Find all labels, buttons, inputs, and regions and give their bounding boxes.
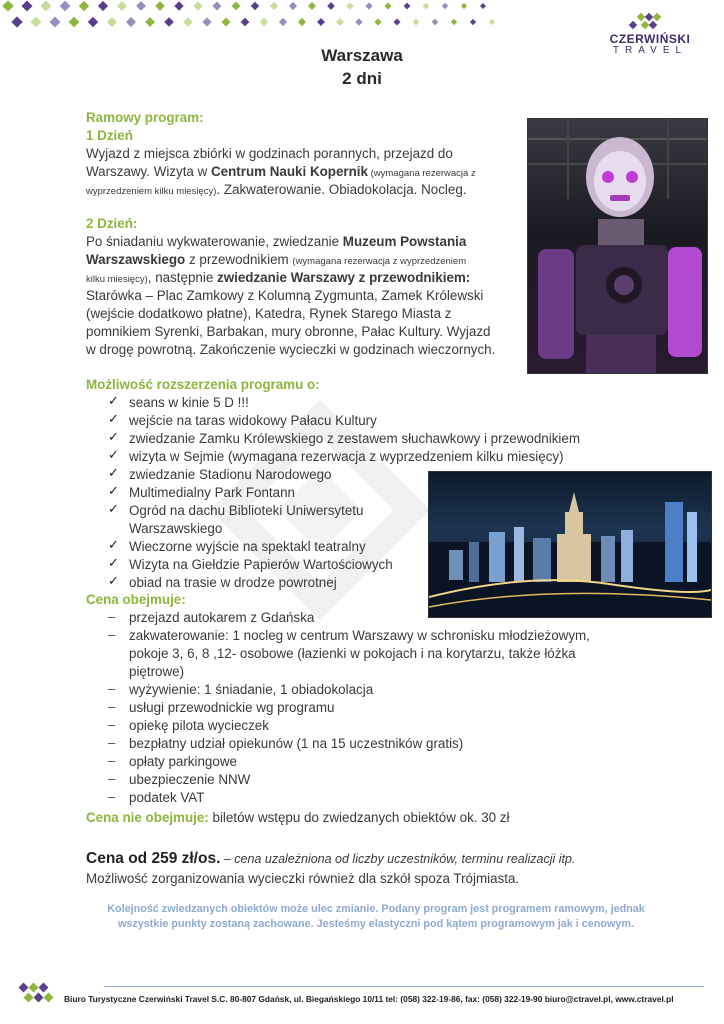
extension-item: Multimedialny Park Fontann (129, 485, 295, 500)
dash-bullet-icon: – (108, 717, 116, 732)
robot-illustration (528, 119, 707, 373)
excludes-heading: Cena nie obejmuje: (86, 810, 209, 825)
checkmark-icon: ✓ (108, 393, 119, 408)
pattern-diamond (21, 0, 32, 11)
dash-bullet-icon: – (108, 753, 116, 768)
day2-heading: 2 Dzień: (86, 216, 138, 231)
city-skyline-illustration (429, 472, 711, 617)
checkmark-icon: ✓ (108, 573, 119, 588)
day2-text-3 (86, 269, 470, 289)
extension-item: Warszawskiego (129, 521, 223, 536)
pattern-diamond (413, 19, 420, 26)
pattern-diamond (11, 16, 22, 27)
pattern-diamond (202, 17, 211, 26)
pattern-diamond (480, 3, 486, 9)
museum-name-1: Muzeum Powstania (342, 234, 467, 249)
pattern-diamond (213, 2, 222, 11)
pattern-diamond (126, 17, 136, 27)
pattern-diamond (145, 17, 155, 27)
robot-photo (527, 118, 708, 374)
dash-bullet-icon: – (108, 609, 116, 624)
pattern-diamond (308, 2, 316, 10)
footer-divider (104, 986, 704, 987)
day1-text-3a: wyprzedzeniem kilku miesięcy) (86, 186, 217, 197)
pattern-diamond (432, 19, 439, 26)
museum-name-2: Warszawskiego (86, 252, 186, 267)
logo-travel: TRAVEL (612, 45, 688, 56)
dash-bullet-icon: – (108, 735, 116, 750)
pattern-diamond (270, 2, 278, 10)
pattern-diamond (88, 17, 98, 27)
pattern-diamond (41, 1, 52, 12)
pattern-diamond (317, 18, 325, 26)
checkmark-icon: ✓ (108, 537, 119, 552)
checkmark-icon: ✓ (108, 483, 119, 498)
pattern-diamond (289, 2, 297, 10)
price-line (86, 849, 575, 869)
logo-name: CZERWIŃSKI (609, 32, 691, 46)
day2-text-3c: zwiedzanie Warszawy z przewodnikiem: (217, 270, 471, 285)
top-diamond-pattern (0, 0, 520, 40)
day1-text-2 (86, 163, 476, 183)
extension-item: Wieczorne wyjście na spektakl teatralny (129, 539, 366, 554)
disclaimer-2: wszystkie punkty zostaną zachowane. Jesteśmy elastyczni pod kątem programowym jak i cenowym. (117, 918, 635, 930)
day1-text-2c: (wymagana rezerwacja z (367, 168, 476, 179)
day2-text-4: Starówka – Plac Zamkowy z Kolumną Zygmunta, Zamek Królewski (86, 288, 484, 303)
pattern-diamond (404, 3, 411, 10)
page-title: Warszawa (321, 46, 403, 65)
footer-diamonds-icon (14, 982, 58, 1006)
pattern-diamond (461, 3, 467, 9)
pattern-diamond (442, 3, 448, 9)
extension-item: zwiedzanie Stadionu Narodowego (129, 467, 332, 482)
includes-item: piętrowe) (129, 664, 185, 679)
pattern-diamond (183, 17, 192, 26)
excludes-text: biletów wstępu do zwiedzanych obiektów ok. 30 zł (208, 810, 510, 825)
day1-text-3 (86, 181, 467, 201)
checkmark-icon: ✓ (108, 501, 119, 516)
pattern-diamond (69, 17, 80, 28)
pattern-diamond (260, 18, 269, 27)
dash-bullet-icon: – (108, 699, 116, 714)
pattern-diamond (232, 2, 241, 11)
pattern-diamond (336, 18, 344, 26)
pattern-diamond (222, 18, 231, 27)
checkmark-icon: ✓ (108, 555, 119, 570)
disclaimer-1: Kolejność zwiedzanych obiektów może ulec zmianie. Podany program jest programem ramowym, jednak (107, 903, 645, 915)
day1-text-1: Wyjazd z miejsca zbiórki w godzinach porannych, przejazd do (86, 146, 453, 161)
includes-item: opłaty parkingowe (129, 754, 237, 769)
pattern-diamond (251, 2, 260, 11)
price-label: Cena od 259 zł/os. (86, 850, 221, 867)
day1-text-2a: Warszawy. Wizyta w (86, 164, 211, 179)
extension-item: seans w kinie 5 D !!! (129, 395, 249, 410)
checkmark-icon: ✓ (108, 411, 119, 426)
pattern-diamond (30, 16, 41, 27)
day1-heading: 1 Dzień (86, 128, 133, 143)
includes-item: bezpłatny udział opiekunów (1 na 15 uczestników gratis) (129, 736, 464, 751)
extension-item: zwiedzanie Zamku Królewskiego z zestawem słuchawkowy i przewodnikiem (129, 431, 580, 446)
pattern-diamond (241, 18, 250, 27)
day2-text-3a: kilku miesięcy) (86, 274, 148, 285)
pattern-diamond (355, 18, 362, 25)
extension-heading: Możliwość rozszerzenia programu o: (86, 377, 320, 392)
pattern-diamond (365, 2, 372, 9)
pattern-diamond (470, 19, 476, 25)
includes-item: wyżywienie: 1 śniadanie, 1 obiadokolacja (129, 682, 374, 697)
pattern-diamond (374, 18, 381, 25)
pattern-diamond (327, 2, 335, 10)
extension-item: Wizyta na Giełdzie Papierów Wartościowych (129, 557, 393, 572)
includes-item: usługi przewodnickie wg programu (129, 700, 335, 715)
program-heading: Ramowy program: (86, 110, 204, 125)
day2-text-1a: Po śniadaniu wykwaterowanie, zwiedzanie (86, 234, 343, 249)
includes-item: zakwaterowanie: 1 nocleg w centrum Warszawy w schronisku młodzieżowym, (129, 628, 590, 643)
footer-address: Biuro Turystyczne Czerwiński Travel S.C. 80-807 Gdańsk, ul. Biegańskiego 10/11 tel: (058) 322-19-86, fax: (058) 322-19-90 biuro@ctravel.pl, www.ctravel.pl (64, 994, 674, 1004)
checkmark-icon: ✓ (108, 429, 119, 444)
pattern-diamond (107, 17, 117, 27)
includes-item: przejazd autokarem z Gdańska (129, 610, 315, 625)
includes-item: opiekę pilota wycieczek (129, 718, 269, 733)
includes-item: podatek VAT (129, 790, 205, 805)
pattern-diamond (346, 2, 353, 9)
pattern-diamond (2, 0, 13, 11)
pattern-diamond (136, 1, 146, 11)
dash-bullet-icon: – (108, 627, 116, 642)
extension-item: obiad na trasie w drodze powrotnej (129, 575, 337, 590)
pattern-diamond (155, 1, 165, 11)
page-subtitle: 2 dni (342, 69, 382, 88)
pattern-diamond (451, 19, 457, 25)
includes-item: pokoje 3, 6, 8 ,12- osobowe (łazienki w pokojach i na korytarzu, także łóżka (129, 646, 576, 661)
checkmark-icon: ✓ (108, 465, 119, 480)
includes-item: ubezpieczenie NNW (129, 772, 251, 787)
pattern-diamond (298, 18, 306, 26)
warsaw-night-photo (428, 471, 712, 618)
pattern-diamond (79, 1, 89, 11)
pattern-diamond (60, 1, 71, 12)
price-line-2: Możliwość zorganizowania wycieczki również dla szkół spoza Trójmiasta. (86, 871, 520, 886)
pattern-diamond (279, 18, 287, 26)
dash-bullet-icon: – (108, 681, 116, 696)
pattern-diamond (164, 17, 174, 27)
day2-text-2c: (wymagana rezerwacja z wyprzedzeniem (292, 256, 467, 267)
extension-item: wejście na taras widokowy Pałacu Kultury (129, 413, 377, 428)
pattern-diamond (193, 1, 202, 10)
pattern-diamond (489, 19, 495, 25)
pattern-diamond (98, 1, 108, 11)
price-note: – cena uzależniona od liczby uczestników, terminu realizacji itp. (220, 852, 576, 866)
pattern-diamond (50, 17, 61, 28)
pattern-diamond (423, 3, 430, 10)
day2-text-2 (86, 251, 466, 271)
checkmark-icon: ✓ (108, 447, 119, 462)
day2-text-7: w drogę powrotną. Zakończenie wycieczki w godzinach wieczornych. (86, 342, 496, 357)
day2-text-3b: , następnie (147, 270, 218, 285)
pattern-diamond (384, 2, 391, 9)
dash-bullet-icon: – (108, 771, 116, 786)
logo-diamonds-icon (600, 12, 700, 34)
day1-text-3b: . Zakwaterowanie. Obiadokolacja. Nocleg. (216, 182, 467, 197)
includes-heading: Cena obejmuje: (86, 592, 186, 607)
pattern-diamond (174, 1, 183, 10)
dash-bullet-icon: – (108, 789, 116, 804)
pattern-diamond (117, 1, 127, 11)
extension-item: wizyta w Sejmie (wymagana rezerwacja z wyprzedzeniem kilku miesięcy) (129, 449, 564, 464)
extension-item: Ogród na dachu Biblioteki Uniwersytetu (129, 503, 364, 518)
day2-text-2b: z przewodnikiem (185, 252, 293, 267)
day2-text-1 (86, 233, 466, 251)
pattern-diamond (393, 18, 400, 25)
kopernik-name: Centrum Nauki Kopernik (210, 164, 368, 179)
excludes-line (86, 809, 510, 827)
day2-text-5: (wejście dodatkowo płatne), Katedra, Rynek Starego Miasta z (86, 306, 452, 321)
day2-text-6: pomnikiem Syrenki, Barbakan, mury obronne, Pałac Kultury. Wyjazd (86, 324, 491, 339)
